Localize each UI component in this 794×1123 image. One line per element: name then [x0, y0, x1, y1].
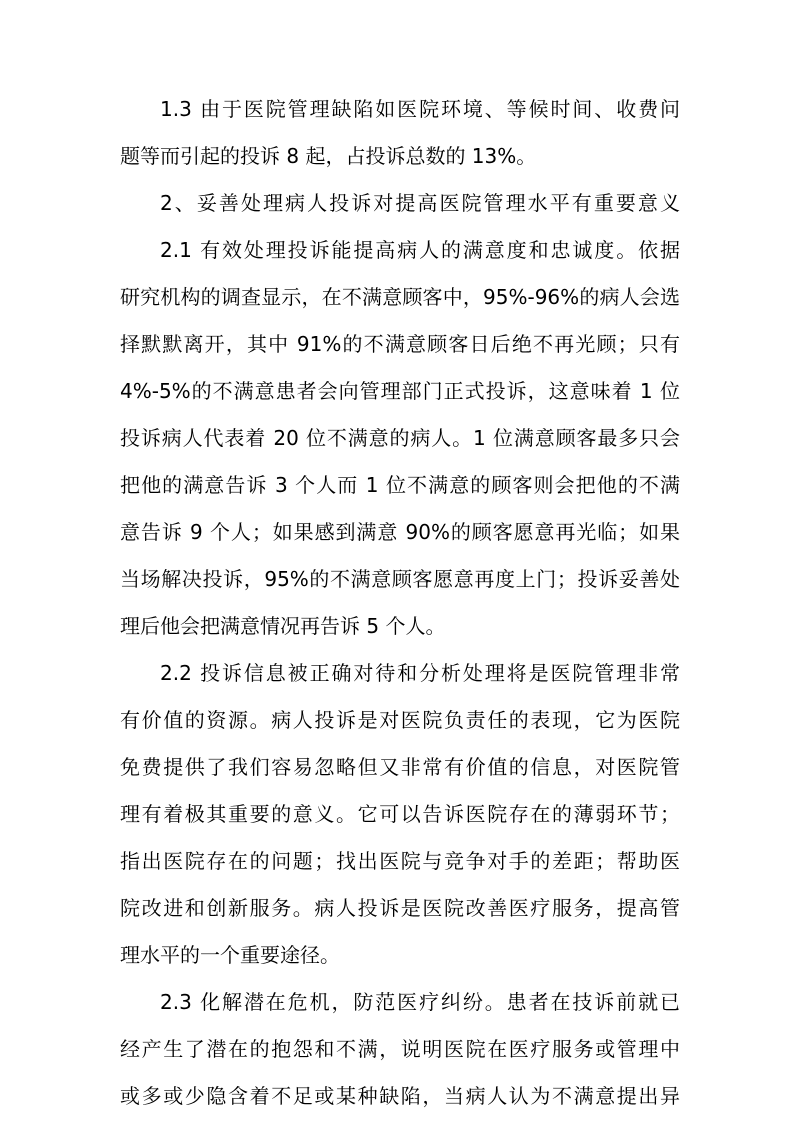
- paragraph-2-2-line-7: 理水平的一个重要途径。: [120, 943, 340, 967]
- paragraph-2-1-line-7: 意告诉 9 个人；如果感到满意 90%的顾客愿意再光临；如果: [120, 520, 680, 544]
- paragraph-2-2-line-1: 2.2 投诉信息被正确对待和分析处理将是医院管理非常: [160, 661, 680, 685]
- paragraph-2-1-line-3: 择默默离开，其中 91%的不满意顾客日后绝不再光顾；只有: [120, 332, 680, 356]
- paragraph-1-3-line-1: 1.3 由于医院管理缺陷如医院环境、等候时间、收费问: [160, 97, 680, 121]
- section-heading-2: 2、妥善处理病人投诉对提高医院管理水平有重要意义: [160, 191, 680, 215]
- paragraph-2-2-line-5: 指出医院存在的问题；找出医院与竞争对手的差距；帮助医: [120, 849, 680, 873]
- paragraph-2-1-line-2: 研究机构的调查显示，在不满意顾客中，95%-96%的病人会选: [120, 285, 680, 309]
- paragraph-2-1-line-8: 当场解决投诉，95%的不满意顾客愿意再度上门；投诉妥善处: [120, 567, 680, 591]
- paragraph-2-3-line-3: 或多或少隐含着不足或某种缺陷，当病人认为不满意提出异: [120, 1084, 680, 1108]
- paragraph-2-1-line-6: 把他的满意告诉 3 个人而 1 位不满意的顾客则会把他的不满: [120, 473, 680, 497]
- paragraph-2-1-line-9: 理后他会把满意情况再告诉 5 个人。: [120, 614, 446, 638]
- paragraph-2-1-line-1: 2.1 有效处理投诉能提高病人的满意度和忠诚度。依据: [160, 238, 680, 262]
- paragraph-2-1-line-4: 4%-5%的不满意患者会向管理部门正式投诉，这意味着 1 位: [120, 379, 680, 403]
- paragraph-2-3-line-1: 2.3 化解潜在危机，防范医疗纠纷。患者在技诉前就已: [160, 990, 680, 1014]
- paragraph-2-2-line-4: 理有着极其重要的意义。它可以告诉医院存在的薄弱环节；: [120, 802, 680, 826]
- paragraph-2-1-line-5: 投诉病人代表着 20 位不满意的病人。1 位满意顾客最多只会: [120, 426, 680, 450]
- paragraph-1-3-line-2: 题等而引起的投诉 8 起，占投诉总数的 13%。: [120, 144, 537, 168]
- paragraph-2-2-line-3: 免费提供了我们容易忽略但又非常有价值的信息，对医院管: [120, 755, 680, 779]
- paragraph-2-2-line-2: 有价值的资源。病人投诉是对医院负责任的表现，它为医院: [120, 708, 680, 732]
- paragraph-2-2-line-6: 院改进和创新服务。病人投诉是医院改善医疗服务，提高管: [120, 896, 680, 920]
- paragraph-2-3-line-2: 经产生了潜在的抱怨和不满，说明医院在医疗服务或管理中: [120, 1037, 680, 1061]
